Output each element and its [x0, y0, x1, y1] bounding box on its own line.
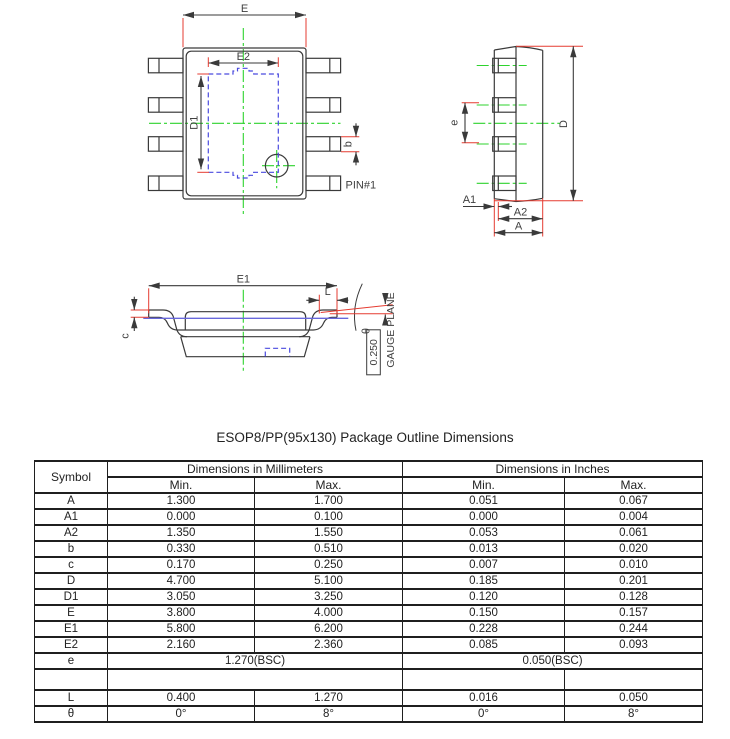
d1-dim-label: D1: [188, 115, 201, 130]
dim-A2: [498, 207, 542, 219]
cell-symbol: E1: [35, 621, 108, 637]
cell-in-max: 0.201: [565, 573, 703, 589]
cell-mm-max: 1.700: [255, 493, 403, 509]
gauge-value-box: [367, 330, 381, 375]
cell-symbol: D1: [35, 589, 108, 605]
cell-mm-max: 2.360: [255, 637, 403, 653]
dim-E: [183, 3, 306, 47]
cell-symbol: b: [35, 541, 108, 557]
pins-left: [148, 58, 183, 190]
a1-dim-label: A1: [462, 194, 477, 206]
table-row: [35, 525, 703, 541]
cell-symbol: e: [35, 653, 108, 669]
e-dim-label: E: [240, 3, 249, 15]
cell-in-max: 0.004: [565, 509, 703, 525]
cell-mm-max: 0.510: [255, 541, 403, 557]
dim-c: [120, 297, 149, 339]
cell-in-max: 8°: [565, 706, 703, 722]
cell-in-min: [403, 669, 565, 690]
cell-mm-min: 0.400: [108, 690, 255, 706]
cell-in-min: 0.013: [403, 541, 565, 557]
table-row: [35, 541, 703, 557]
cell-in-min: 0.016: [403, 690, 565, 706]
theta-label: θ: [360, 327, 373, 335]
cell-in-max: 0.093: [565, 637, 703, 653]
header-in-max: Max.: [565, 477, 703, 493]
table-row: [35, 690, 703, 706]
cell-in-max: 0.067: [565, 493, 703, 509]
cell-mm-max: 1.550: [255, 525, 403, 541]
cell-mm-min: 4.700: [108, 573, 255, 589]
cell-in-max: [565, 669, 703, 690]
cell-mm-min: 0.330: [108, 541, 255, 557]
header-in-min: Min.: [403, 477, 565, 493]
cell-mm-min: 5.800: [108, 621, 255, 637]
cell-in-min: 0.120: [403, 589, 565, 605]
header-mm-max: Max.: [255, 477, 403, 493]
table-header-row: [35, 461, 703, 477]
gauge-plane-label: GAUGE PLANE: [385, 292, 397, 368]
cell-symbol: D: [35, 573, 108, 589]
d-dim-label: D: [558, 120, 570, 128]
cell-symbol: A1: [35, 509, 108, 525]
cell-mm-bsc: 1.270(BSC): [108, 653, 403, 669]
b-dim-label: b: [342, 141, 355, 148]
dim-A: [494, 221, 542, 233]
cell-in-min: 0°: [403, 706, 565, 722]
cell-symbol: E2: [35, 637, 108, 653]
cell-in-min: 0.150: [403, 605, 565, 621]
dim-L: [306, 286, 348, 314]
cell-mm-max: 8°: [255, 706, 403, 722]
cell-mm-min: 3.800: [108, 605, 255, 621]
header-inches: Dimensions in Inches: [403, 461, 703, 477]
cell-in-min: 0.051: [403, 493, 565, 509]
e1-dim-label: E1: [236, 273, 251, 286]
side-body-outline: [493, 47, 543, 202]
side-pins: [493, 58, 516, 190]
top-view-drawing: [148, 3, 376, 217]
cell-mm-min: 1.300: [108, 493, 255, 509]
e-pitch-label: e: [448, 119, 461, 126]
table-row: [35, 493, 703, 509]
cell-mm-min: 0.000: [108, 509, 255, 525]
table-row: [35, 589, 703, 605]
pins-right: [306, 58, 341, 190]
cell-mm-max: 5.100: [255, 573, 403, 589]
table-row: [35, 706, 703, 722]
cell-in-min: 0.085: [403, 637, 565, 653]
table-row: [35, 509, 703, 525]
dimensions-table: [34, 460, 703, 723]
cell-in-max: 0.128: [565, 589, 703, 605]
cell-mm-max: 1.270: [255, 690, 403, 706]
cell-mm-max: 0.100: [255, 509, 403, 525]
table-row: [35, 573, 703, 589]
cell-in-bsc: 0.050(BSC): [403, 653, 703, 669]
table-row: [35, 621, 703, 637]
cell-mm-max: 4.000: [255, 605, 403, 621]
cell-symbol: [35, 669, 108, 690]
gauge-value-label: 0.250: [368, 339, 381, 366]
centerlines: [473, 66, 560, 184]
pin1-label: PIN#1: [345, 179, 377, 192]
cell-mm-merged: [108, 669, 403, 690]
cell-mm-min: 2.160: [108, 637, 255, 653]
cell-symbol: θ: [35, 706, 108, 722]
header-mm-min: Min.: [108, 477, 255, 493]
page-title: ESOP8/PP(95x130) Package Outline Dimensions: [216, 430, 514, 445]
dim-b: [341, 123, 359, 165]
side-view-drawing: [448, 46, 583, 236]
table-row: [35, 557, 703, 573]
dim-D1: [189, 74, 210, 172]
cell-in-max: 0.010: [565, 557, 703, 573]
header-symbol: Symbol: [35, 461, 108, 493]
cell-mm-max: 0.250: [255, 557, 403, 573]
dim-e-pitch: [448, 103, 465, 143]
a2-dim-label: A2: [513, 206, 528, 219]
header-mm: Dimensions in Millimeters: [108, 461, 403, 477]
cell-mm-min: 1.350: [108, 525, 255, 541]
cell-in-max: 0.020: [565, 541, 703, 557]
table-row-bsc: [35, 653, 703, 669]
cell-mm-min: 0.170: [108, 557, 255, 573]
l-dim-label: L: [324, 286, 331, 298]
front-view-drawing: [120, 273, 397, 375]
cell-mm-min: 0°: [108, 706, 255, 722]
cell-in-max: 0.061: [565, 525, 703, 541]
cell-in-min: 0.007: [403, 557, 565, 573]
exposed-pad-notch: [265, 348, 289, 356]
table-row: [35, 605, 703, 621]
cell-in-max: 0.244: [565, 621, 703, 637]
a-dim-label: A: [514, 220, 523, 233]
cell-in-max: 0.157: [565, 605, 703, 621]
theta-arc: [354, 284, 362, 331]
cell-mm-min: 3.050: [108, 589, 255, 605]
cell-symbol: c: [35, 557, 108, 573]
cell-in-min: 0.000: [403, 509, 565, 525]
cell-mm-max: 3.250: [255, 589, 403, 605]
cell-symbol: E: [35, 605, 108, 621]
table-row-empty: [35, 669, 703, 690]
table-row: [35, 637, 703, 653]
cell-in-max: 0.050: [565, 690, 703, 706]
cell-symbol: L: [35, 690, 108, 706]
cell-symbol: A: [35, 493, 108, 509]
gauge-plane-construction: [321, 292, 397, 374]
cell-in-min: 0.185: [403, 573, 565, 589]
cell-in-min: 0.228: [403, 621, 565, 637]
dim-D: [558, 46, 573, 200]
table-subheader-row: [35, 477, 703, 493]
e2-dim-label: E2: [236, 51, 251, 63]
cell-in-min: 0.053: [403, 525, 565, 541]
cell-symbol: A2: [35, 525, 108, 541]
c-dim-label: c: [119, 333, 132, 339]
cell-mm-max: 6.200: [255, 621, 403, 637]
